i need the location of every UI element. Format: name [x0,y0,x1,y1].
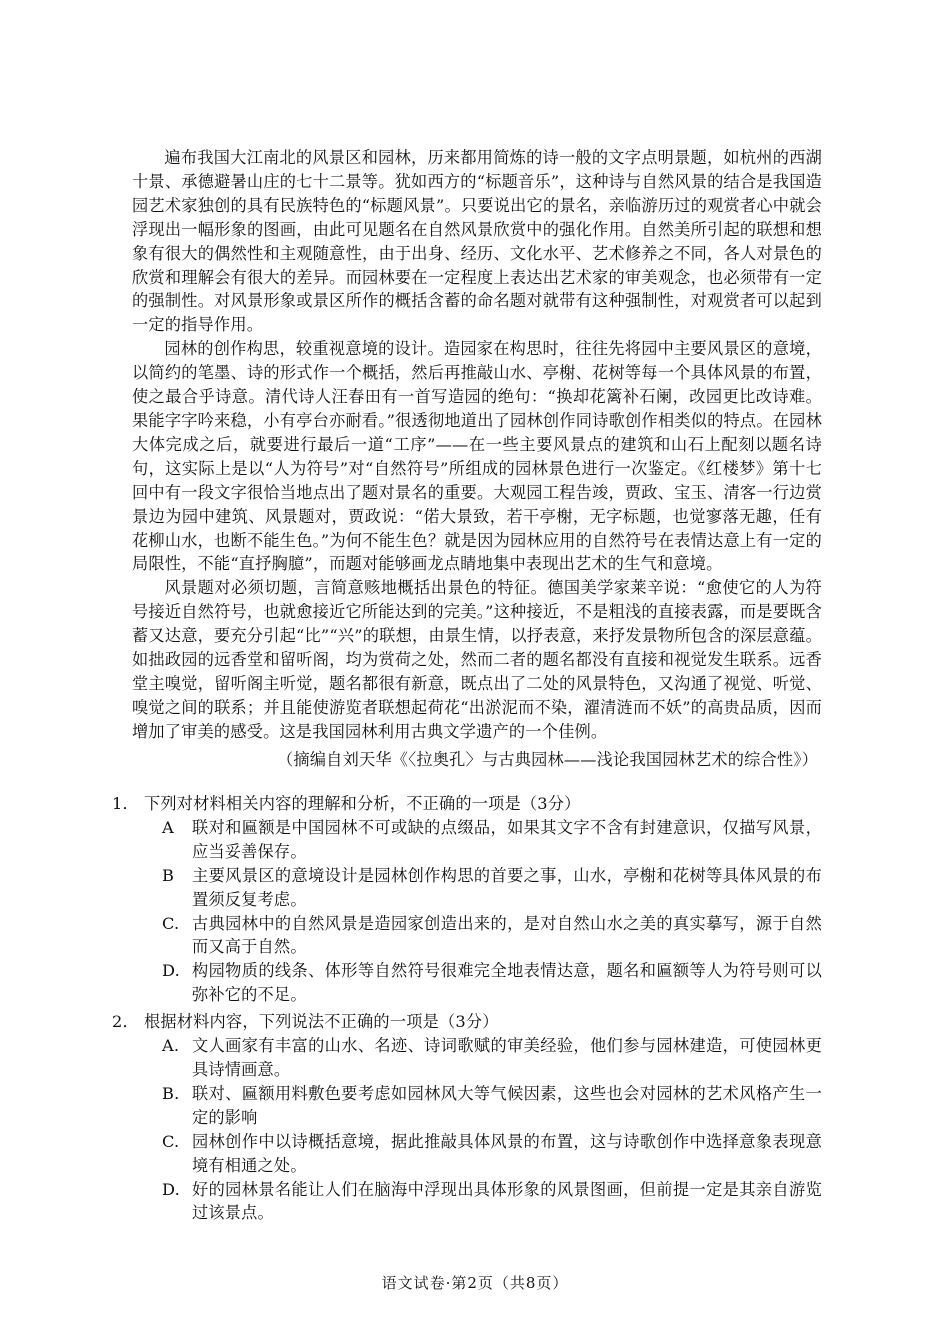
option-text: 联对、匾额用料敷色要考虑如园林风大等气候因素，这些也会对园林的艺术风格产生一定的影响 [192,1083,822,1127]
passage-paragraph-2: 园林的创作构思，较重视意境的设计。造园家在构思时，往往先将园中主要风景区的意境，以简约的笔墨、诗的形式作一个概括，然后再推敲山水、亭榭、花树等每一个具体风景的布置，使之最合乎诗意。清代诗人汪春田有一首写造园的绝句：“换却花篱补石阑，改园更比改诗难。果能字字吟来稳，小有亭台亦耐看。”很透彻地道出了园林创作同诗歌创作相类似的特点。在园林大体完成之后，就要进行最后一道“工序”——在一些主要风景点的建筑和山石上配刻以题名诗句，这实际上是以“人为符号”对“自然符号”所组成的园林景色进行一次鉴定。《红楼梦》第十七回中有一段文字很恰当地点出了题对景名的重要。大观园工程告竣，贾政、宝玉、清客一行边赏景边为园中建筑、风景题对，贾政说：“偌大景致，若干亭榭，无字标题，也觉寥落无趣，任有花柳山水，也断不能生色。”为何不能生色？就是因为园林应用的自然符号在表情达意上有一定的局限性，不能“直抒胸臆”，而题对能够画龙点睛地集中表现出艺术的生气和意境。 [132,339,822,574]
question-1 [112,792,822,1007]
question-list [112,792,822,1228]
question-number: 2． [112,1012,139,1032]
option-label: C. [162,1131,180,1151]
option-text: 古典园林中的自然风景是造园家创造出来的，是对自然山水之美的真实摹写，源于自然而又高于自然。 [192,913,822,957]
option-d [132,1178,822,1226]
option-text: 文人画家有丰富的山水、名迹、诗词歌赋的审美经验，他们参与园林建造，可使园林更具诗情画意。 [192,1036,822,1079]
passage-paragraph-3: 风景题对必须切题，言简意赅地概括出景色的特征。德国美学家莱辛说：“愈使它的人为符号接近自然符号，也就愈接近它所能达到的完美。”这种接近，不是粗浅的直接表露，而是要既含蓄又达意，要充分引起“比”“兴”的联想，由景生情，以抒表意，来抒发景物所包含的深层意蕴。如拙政园的远香堂和留听阁，均为赏荷之处，然而二者的题名都没有直接和视觉发生联系。远香堂主嗅觉，留听阁主听觉，题名都很有新意，既点出了二处的风景特色，又沟通了视觉、听觉、嗅觉之间的联系；并且能使游览者联想起荷花“出淤泥而不染，濯清涟而不妖”的高贵品质，因而增加了审美的感受。这是我国园林利用古典文学遗产的一个佳例。 [132,578,822,741]
option-c [132,1130,822,1178]
option-c [132,912,822,960]
passage-source: （摘编自刘天华《〈拉奥孔〉与古典园林——浅论我国园林艺术的综合性》） [277,749,818,769]
option-b [132,864,822,912]
passage-paragraph-1: 遍布我国大江南北的风景区和园林，历来都用简炼的诗一般的文字点明景题，如杭州的西湖十景、承德避暑山庄的七十二景等。犹如西方的“标题音乐”，这种诗与自然风景的结合是我国造园艺术家独创的具有民族特色的“标题风景”。只要说出它的景名，亲临游历过的观赏者心中就会浮现出一幅形象的图画，由此可见题名在自然风景欣赏中的强化作用。自然美所引起的联想和想象有很大的偶然性和主观随意性，由于出身、经历、文化水平、艺术修养之不同，各人对景色的欣赏和理解会有很大的差异。而园林要在一定程度上表达出艺术家的审美观念，也必须带有一定的强制性。对风景形象或景区所作的概括含蓄的命名题对就带有这种强制性，对观赏者可以起到一定的指导作用。 [132,148,822,335]
question-stem: 根据材料内容，下列说法不正确的一项是（3分） [144,1012,499,1032]
option-label: B. [162,1083,180,1103]
option-d [132,959,822,1007]
option-label: D. [162,961,180,981]
page-footer: 语文试卷·第2页（共8页） [381,1274,569,1292]
option-b [132,1082,822,1130]
option-text: 园林创作中以诗概括意境，据此推敲具体风景的布置，这与诗歌创作中选择意象表现意境有相通之处。 [192,1131,822,1175]
option-label: C. [162,913,180,933]
option-a [132,816,822,864]
question-2 [112,1010,822,1225]
option-label: A [162,817,174,837]
question-stem: 下列对材料相关内容的理解和分析，不正确的一项是（3分） [144,794,581,813]
option-label: B [162,865,175,885]
reading-passage [132,146,822,772]
option-text: 构园物质的线条、体形等自然符号很难完全地表情达意，题名和匾额等人为符号则可以弥补它的不足。 [192,961,822,1005]
option-text: 好的园林景名能让人们在脑海中浮现出具体形象的风景图画，但前提一定是其亲自游览过该景点。 [192,1179,822,1223]
option-text: 主要风景区的意境设计是园林创作构思的首要之事，山水，亭榭和花树等具体风景的布置须反复考虑。 [192,865,822,909]
question-number: 1． [112,794,139,813]
option-text: 联对和匾额是中国园林不可或缺的点缀品，如果其文字不含有封建意识，仅描写风景，应当妥善保存。 [192,817,822,861]
option-label: D. [162,1179,180,1199]
option-label: A. [162,1036,180,1056]
option-a [132,1034,822,1082]
